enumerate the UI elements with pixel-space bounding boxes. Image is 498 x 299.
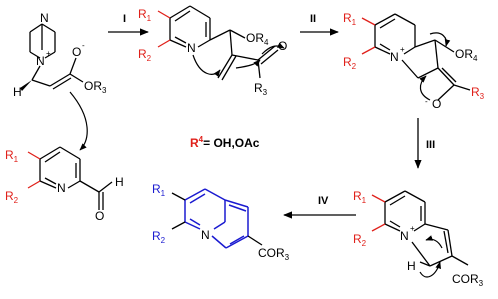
- nucleophilic-attack-arrow: [70, 92, 87, 150]
- indolizine-product-substituent-bonds: [172, 193, 185, 229]
- indolizine-product-ester-bond: [248, 236, 262, 245]
- step-iii-label: III: [426, 139, 436, 151]
- dabco-top-n-label: N: [40, 11, 49, 25]
- pyridine-aldehyde-r1-label: $R_1$: [5, 148, 19, 164]
- mbh-adduct-r2-label: $R_2$: [138, 47, 152, 63]
- cyclized-intermediate-substituent-bonds: [362, 18, 375, 54]
- indolizine-product: [185, 189, 248, 248]
- mbh-adduct-r1-label: $R_1$: [138, 7, 152, 23]
- dihydroindolizine-elimination-arrow: [420, 262, 440, 277]
- r4-note: $R^4= OH,OAc$: [190, 135, 260, 150]
- cyclized-intermediate-charge-label: +: [400, 45, 405, 54]
- enolate-o-label: O: [72, 45, 82, 59]
- aldehyde-o-label: O: [95, 209, 105, 223]
- cyclized-intermediate-o-label: O: [432, 97, 442, 111]
- indolizine-product-ester-label: $COR_3$: [258, 246, 290, 262]
- dabco-charge-label: +: [46, 49, 51, 58]
- mbh-adduct-substituent-bonds: [158, 11, 170, 47]
- step-iv-label: IV: [318, 195, 329, 207]
- dabco-n-label: N: [36, 54, 45, 68]
- cyclized-intermediate-n-label: N: [390, 50, 399, 64]
- dihydroindolizine-n-label: N: [400, 229, 409, 243]
- cyclized-intermediate-r2-label: $R_2$: [343, 55, 357, 71]
- enolate-charge-label: -: [82, 41, 85, 50]
- enolate-ester-label: $OR_3$: [84, 79, 107, 95]
- step-ii-label: II: [310, 13, 317, 25]
- enolate-h-label: H: [13, 85, 22, 99]
- dihydroindolizine-intermediate: [385, 191, 468, 266]
- dihydroindolizine-substituent-bonds: [372, 195, 385, 231]
- step-i-label: I: [123, 13, 127, 25]
- dihydroindolizine-h-label: H: [407, 259, 416, 273]
- cyclized-intermediate-r1-label: $R_1$: [343, 11, 357, 27]
- mbh-adduct-cyclization-arrow: [193, 55, 220, 74]
- cyclized-intermediate-r3-label: $R_3$: [471, 85, 485, 101]
- mbh-adduct-r3-label: $R_3$: [254, 81, 268, 97]
- dihydroindolizine-r2-label: $R_2$: [353, 232, 367, 248]
- indolizine-product-r1-label: $R_1$: [152, 182, 166, 198]
- dihydroindolizine-charge-label: +: [410, 224, 415, 233]
- cyclized-intermediate-or4-label: $OR_4$: [455, 47, 478, 63]
- pyridine-aldehyde: [40, 147, 112, 210]
- cyclized-intermediate-charge-minus-label: -: [425, 97, 428, 106]
- pyridine-aldehyde-n-label: N: [57, 181, 66, 195]
- indolizine-product-n-label: N: [201, 228, 210, 242]
- cyclized-intermediate-leaving-arrow: [430, 33, 446, 46]
- mbh-adduct-o-label: O: [278, 39, 288, 53]
- dihydroindolizine-ester-label: $COR_3$: [452, 272, 484, 288]
- indolizine-product-r2-label: $R_2$: [152, 229, 166, 245]
- pyridine-aldehyde-r2-label: $R_2$: [5, 189, 19, 205]
- pyridine-aldehyde-substituent-bonds: [28, 152, 40, 188]
- aldehyde-h-label: H: [115, 175, 124, 189]
- mbh-adduct-shift-arrow: [236, 60, 260, 68]
- stereo-wedge: [20, 80, 32, 91]
- mbh-adduct-n-label: N: [187, 41, 196, 55]
- dihydroindolizine-r1-label: $R_1$: [353, 189, 367, 205]
- dihydroindolizine-aromatization-arrow: [426, 239, 442, 248]
- cyclized-intermediate-enolate-arrow: [420, 76, 430, 100]
- mbh-adduct-or4-label: $OR_4$: [246, 31, 269, 47]
